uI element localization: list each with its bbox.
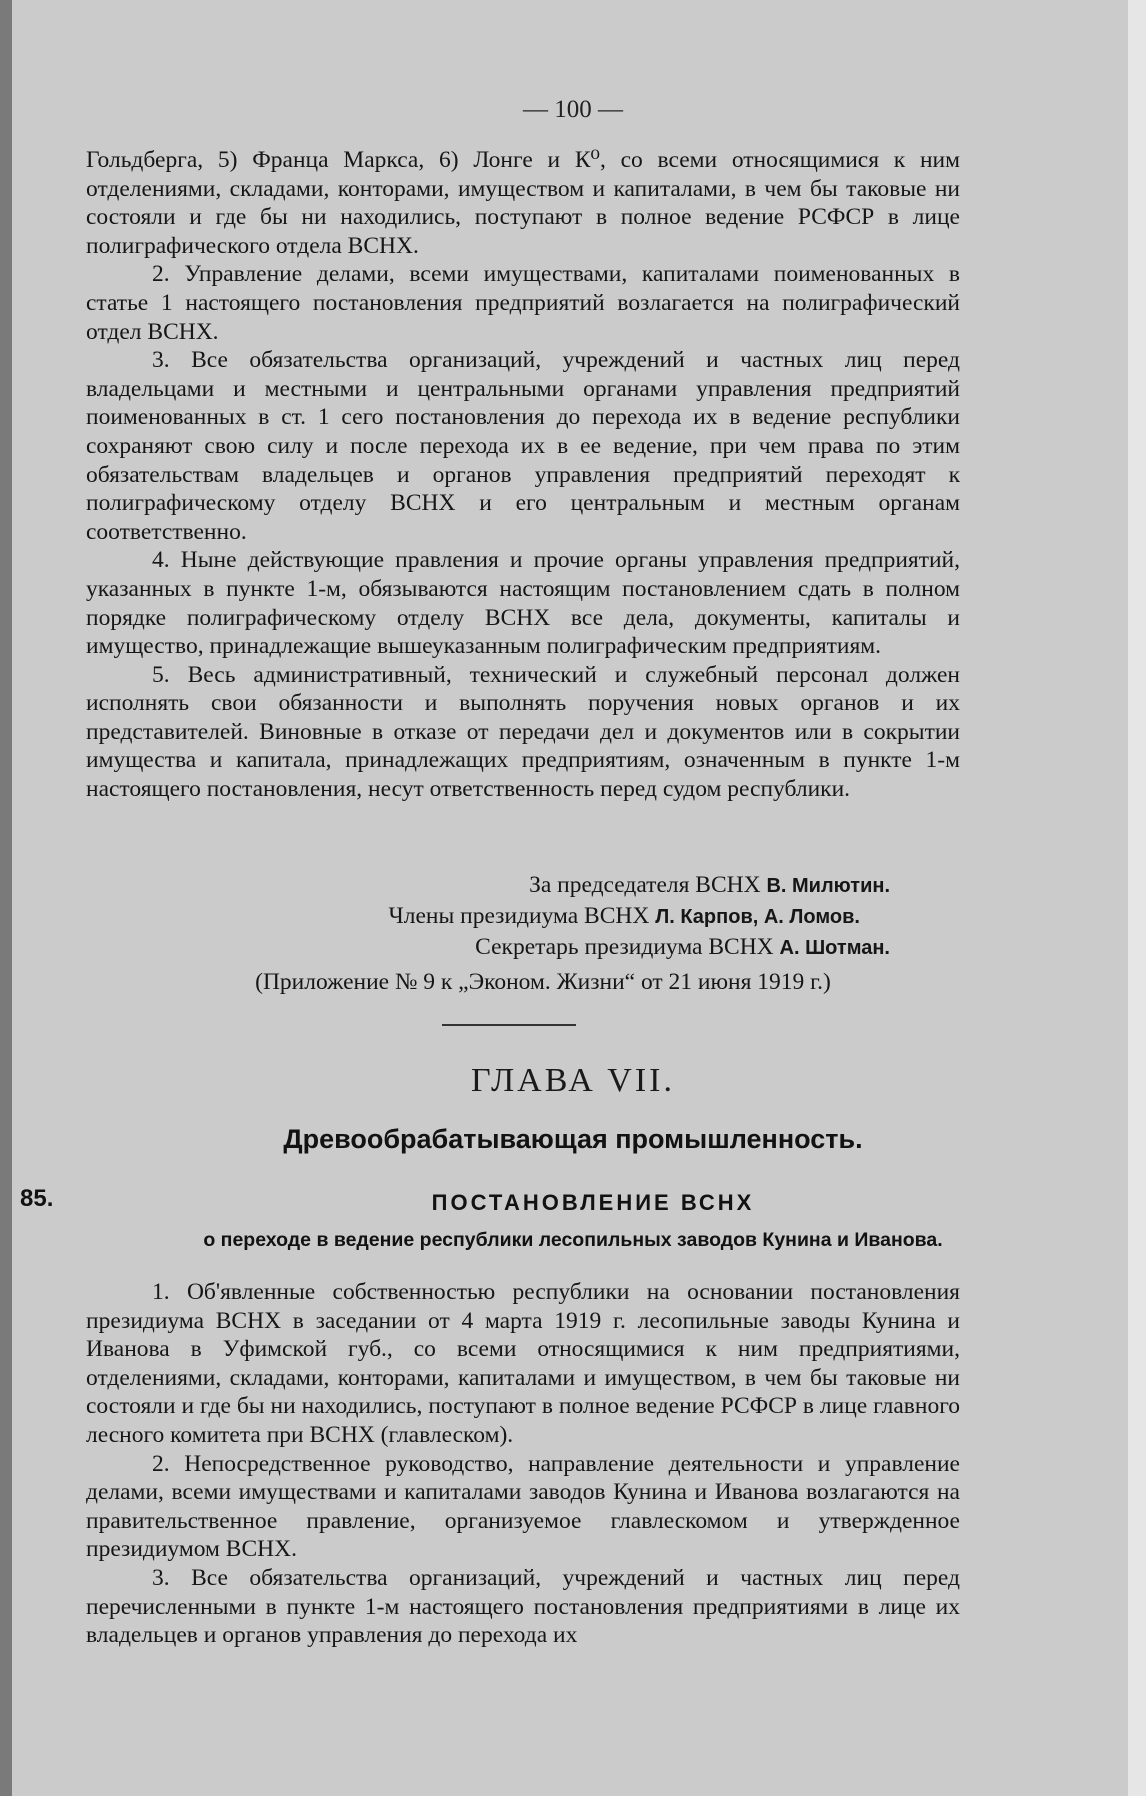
signature-name: В. Милютин.: [766, 875, 890, 897]
signature-members: [86, 901, 960, 932]
section-divider: [442, 1024, 576, 1026]
signature-name: Л. Карпов, А. Ломов.: [655, 906, 860, 928]
signature-role: За председателя ВСНХ: [529, 872, 761, 898]
paragraph-continuation: Гольдберга, 5) Франца Маркса, 6) Лонге и К⁰, со всеми относящимися к ним отделениями, складами, конторами, имуществом и капиталами, в чем бы таковые ни состояли и где бы ни находились, поступают в полное ведение РСФСР в лице полиграфического отдела ВСНХ.: [86, 147, 960, 259]
paragraph-1: 1. Об'явленные собственностью республики на основании постановления президиума ВСНХ в заседании от 4 марта 1919 г. лесопильные заводы Кунина и Иванова в Уфимской губ., со всеми относящимися к ним предприятиями, отделениями, складами, конторами, капиталами и имуществом, в чем бы таковые ни состояли и где бы ни находились, поступают в полное ведение РСФСР в лице главного лесного комитета при ВСНХ (главлеском).: [86, 1279, 960, 1448]
page-number: — 100 —: [523, 96, 623, 123]
source-note: (Приложение № 9 к „Эконом. Жизни“ от 21 июня 1919 г.): [255, 969, 831, 995]
paragraph-3: 3. Все обязательства организаций, учреждений и частных лиц перед перечисленными в пункте 1-м настоящего постановления предприятиями в лице их владельцев и органов управления до перехода их: [86, 1564, 960, 1649]
document-subtitle: о переходе в ведение республики лесопильных заводов Кунина и Иванова.: [203, 1229, 943, 1251]
signature-role: Секретарь президиума ВСНХ: [475, 934, 774, 960]
signature-name: А. Шотман.: [779, 937, 890, 959]
signature-chair: [86, 870, 960, 901]
document-title: ПОСТАНОВЛЕНИЕ ВСНХ: [431, 1190, 755, 1215]
decree-body: [86, 1278, 960, 1650]
paragraph-4: 4. Ныне действующие правления и прочие органы управления предприятий, указанных в пункте 1-м, обязываются настоящим постановлением сдать в полном порядке полиграфическому отделу ВСНХ все дела, документы, капиталы и имущество, принадлежащие вышеуказанным полиграфическим предприятиям.: [86, 547, 960, 660]
paragraph-2: 2. Непосредственное руководство, направление деятельности и управление делами, всеми имуществами и капиталами заводов Кунина и Иванова возлагаются на правительственное правление, организуемое главлескомом и утвержденное президиумом ВСНХ.: [86, 1450, 960, 1563]
decree-continuation: [86, 146, 960, 804]
signature-block: [86, 870, 960, 997]
paragraph-3: 3. Все обязательства организаций, учреждений и частных лиц перед владельцами и местными и центральными органами управления предприятий поименованных в ст. 1 сего постановления до перехода их в ведение республики сохраняют свою силу и после перехода их в ее ведение, при чем права по этим обязательствам владельцев и органов управления предприятий переходят к полиграфическому отделу ВСНХ и его центральным и местным органам соответственно.: [86, 347, 960, 545]
signature-role: Члены президиума ВСНХ: [388, 903, 650, 929]
signature-secretary: [86, 932, 960, 963]
paragraph-5: 5. Весь административный, технический и служебный персонал должен исполнять свои обязанности и выполнять поручения новых органов и их представителей. Виновные в отказе от передачи дел и документов или в сокрытии имущества и капитала, принадлежащих предприятиям, означенным в пункте 1-м настоящего постановления, несут ответственность перед судом республики.: [86, 661, 960, 803]
chapter-title: Древообрабатывающая промышленность.: [283, 1124, 863, 1154]
paragraph-2: 2. Управление делами, всеми имуществами, капиталами поименованных в статье 1 настоящего постановления предприятий возлагается на полиграфический отдел ВСНХ.: [86, 261, 960, 345]
document-number: 85.: [20, 1185, 54, 1212]
chapter-heading: ГЛАВА VII.: [470, 1062, 675, 1099]
